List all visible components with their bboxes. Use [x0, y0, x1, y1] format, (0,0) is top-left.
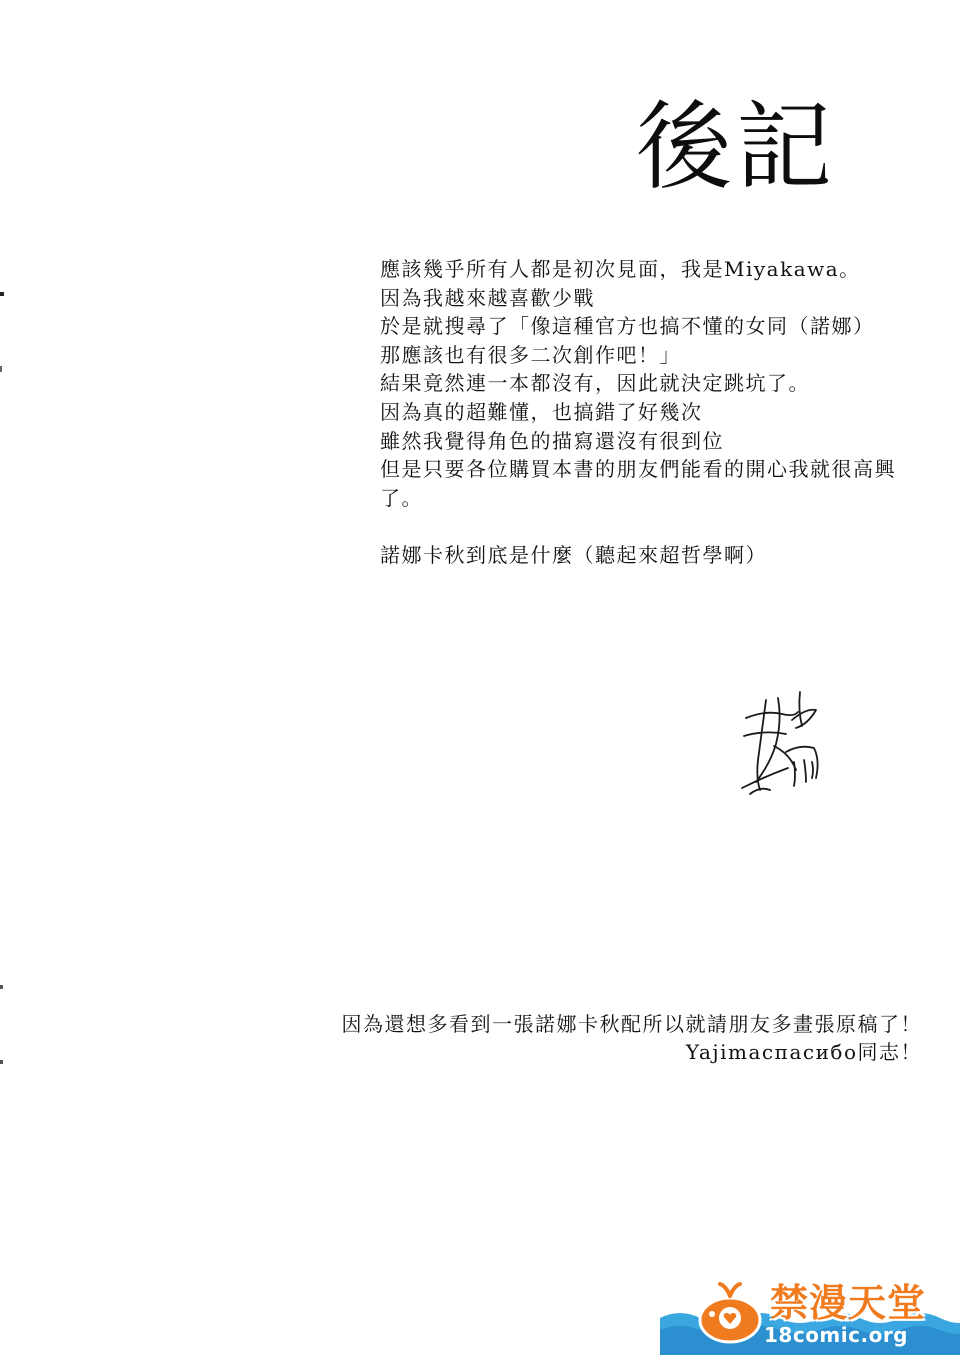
- body-line: 諾娜卡秋到底是什麼（聽起來超哲學啊）: [380, 542, 767, 567]
- signature: [736, 690, 826, 800]
- thanks-note: [342, 1010, 923, 1066]
- scan-mark: [0, 1060, 3, 1064]
- scan-mark: [0, 366, 2, 372]
- body-line: 但是只要各位購買本書的朋友們能看的開心我就很高興: [380, 457, 896, 482]
- body-line: 應該幾乎所有人都是初次見面，我是Miyakawa。: [380, 257, 861, 281]
- body-line: 雖然我覺得角色的描寫還沒有很到位: [380, 428, 724, 453]
- watermark-url: 18comic.org: [764, 1323, 908, 1347]
- page-title: 後記: [636, 91, 836, 203]
- body-line: 那應該也有很多二次創作吧！」: [380, 342, 681, 367]
- scan-mark: [0, 292, 4, 296]
- thanks-line: 因為還想多看到一張諾娜卡秋配所以就請朋友多畫張原稿了！: [341, 1012, 922, 1036]
- watermark-title: 禁漫天堂: [770, 1281, 927, 1325]
- site-watermark: [660, 1278, 960, 1355]
- body-line: 了。: [380, 485, 423, 510]
- body-line: 因為我越來越喜歡少戰: [380, 285, 595, 310]
- scan-mark: [0, 985, 3, 989]
- body-line: 結果竟然連一本都沒有，因此就決定跳坑了。: [380, 371, 810, 396]
- body-line: 因為真的超難懂，也搞錯了好幾次: [380, 399, 703, 424]
- afterword-body: [380, 255, 925, 570]
- blank-line: [380, 512, 925, 541]
- whale-mascot-icon: [696, 1282, 768, 1346]
- thanks-line: Yajimacпасибо同志！: [685, 1040, 922, 1064]
- body-line: 於是就搜尋了「像這種官方也搞不懂的女同（諾娜）: [380, 314, 875, 339]
